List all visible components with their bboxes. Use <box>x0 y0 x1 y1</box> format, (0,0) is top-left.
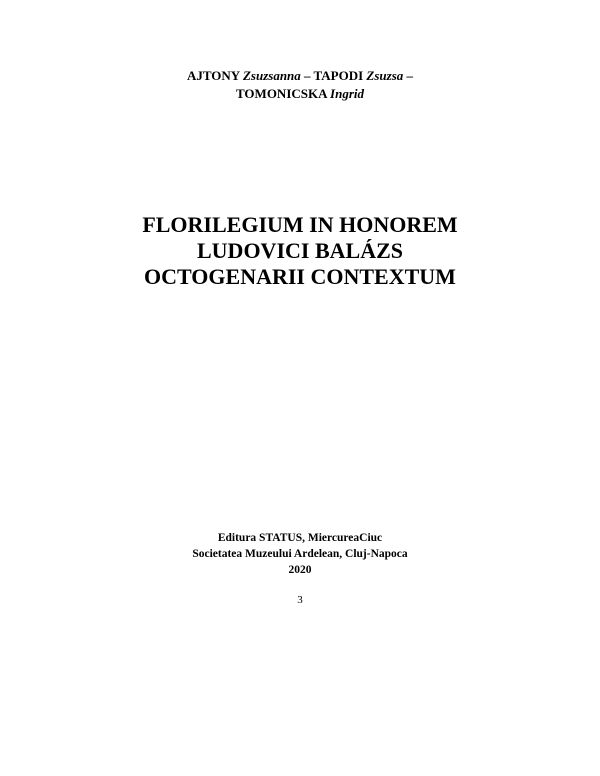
author-3-surname: TOMONICSKA <box>236 86 327 101</box>
title-line-1: FLORILEGIUM IN HONOREM <box>142 212 458 237</box>
author-2-surname: TAPODI <box>313 68 364 83</box>
author-3-given-name: Ingrid <box>330 86 364 101</box>
title-line-3: OCTOGENARII CONTEXTUM <box>144 264 456 289</box>
author-separator: – <box>403 68 414 83</box>
publisher-line-1: Editura STATUS, MiercureaCiuc <box>217 532 383 544</box>
imprint-block <box>0 530 600 578</box>
publisher-line-2: Societatea Muzeului Ardelean, Cluj-Napoca <box>192 548 408 560</box>
publication-year: 2020 <box>288 564 312 576</box>
page-number: 3 <box>297 594 303 606</box>
authors-line-1 <box>0 67 600 85</box>
author-separator: – <box>300 68 314 83</box>
authors-line-2 <box>0 85 600 103</box>
title-line-2: LUDOVICI BALÁZS <box>197 238 403 263</box>
authors-block <box>0 67 600 103</box>
author-1-given-name: Zsuzsanna <box>242 68 301 83</box>
book-title <box>0 212 600 290</box>
author-2-given-name: Zsuzsa <box>366 68 404 83</box>
author-1-surname: AJTONY <box>186 68 240 83</box>
